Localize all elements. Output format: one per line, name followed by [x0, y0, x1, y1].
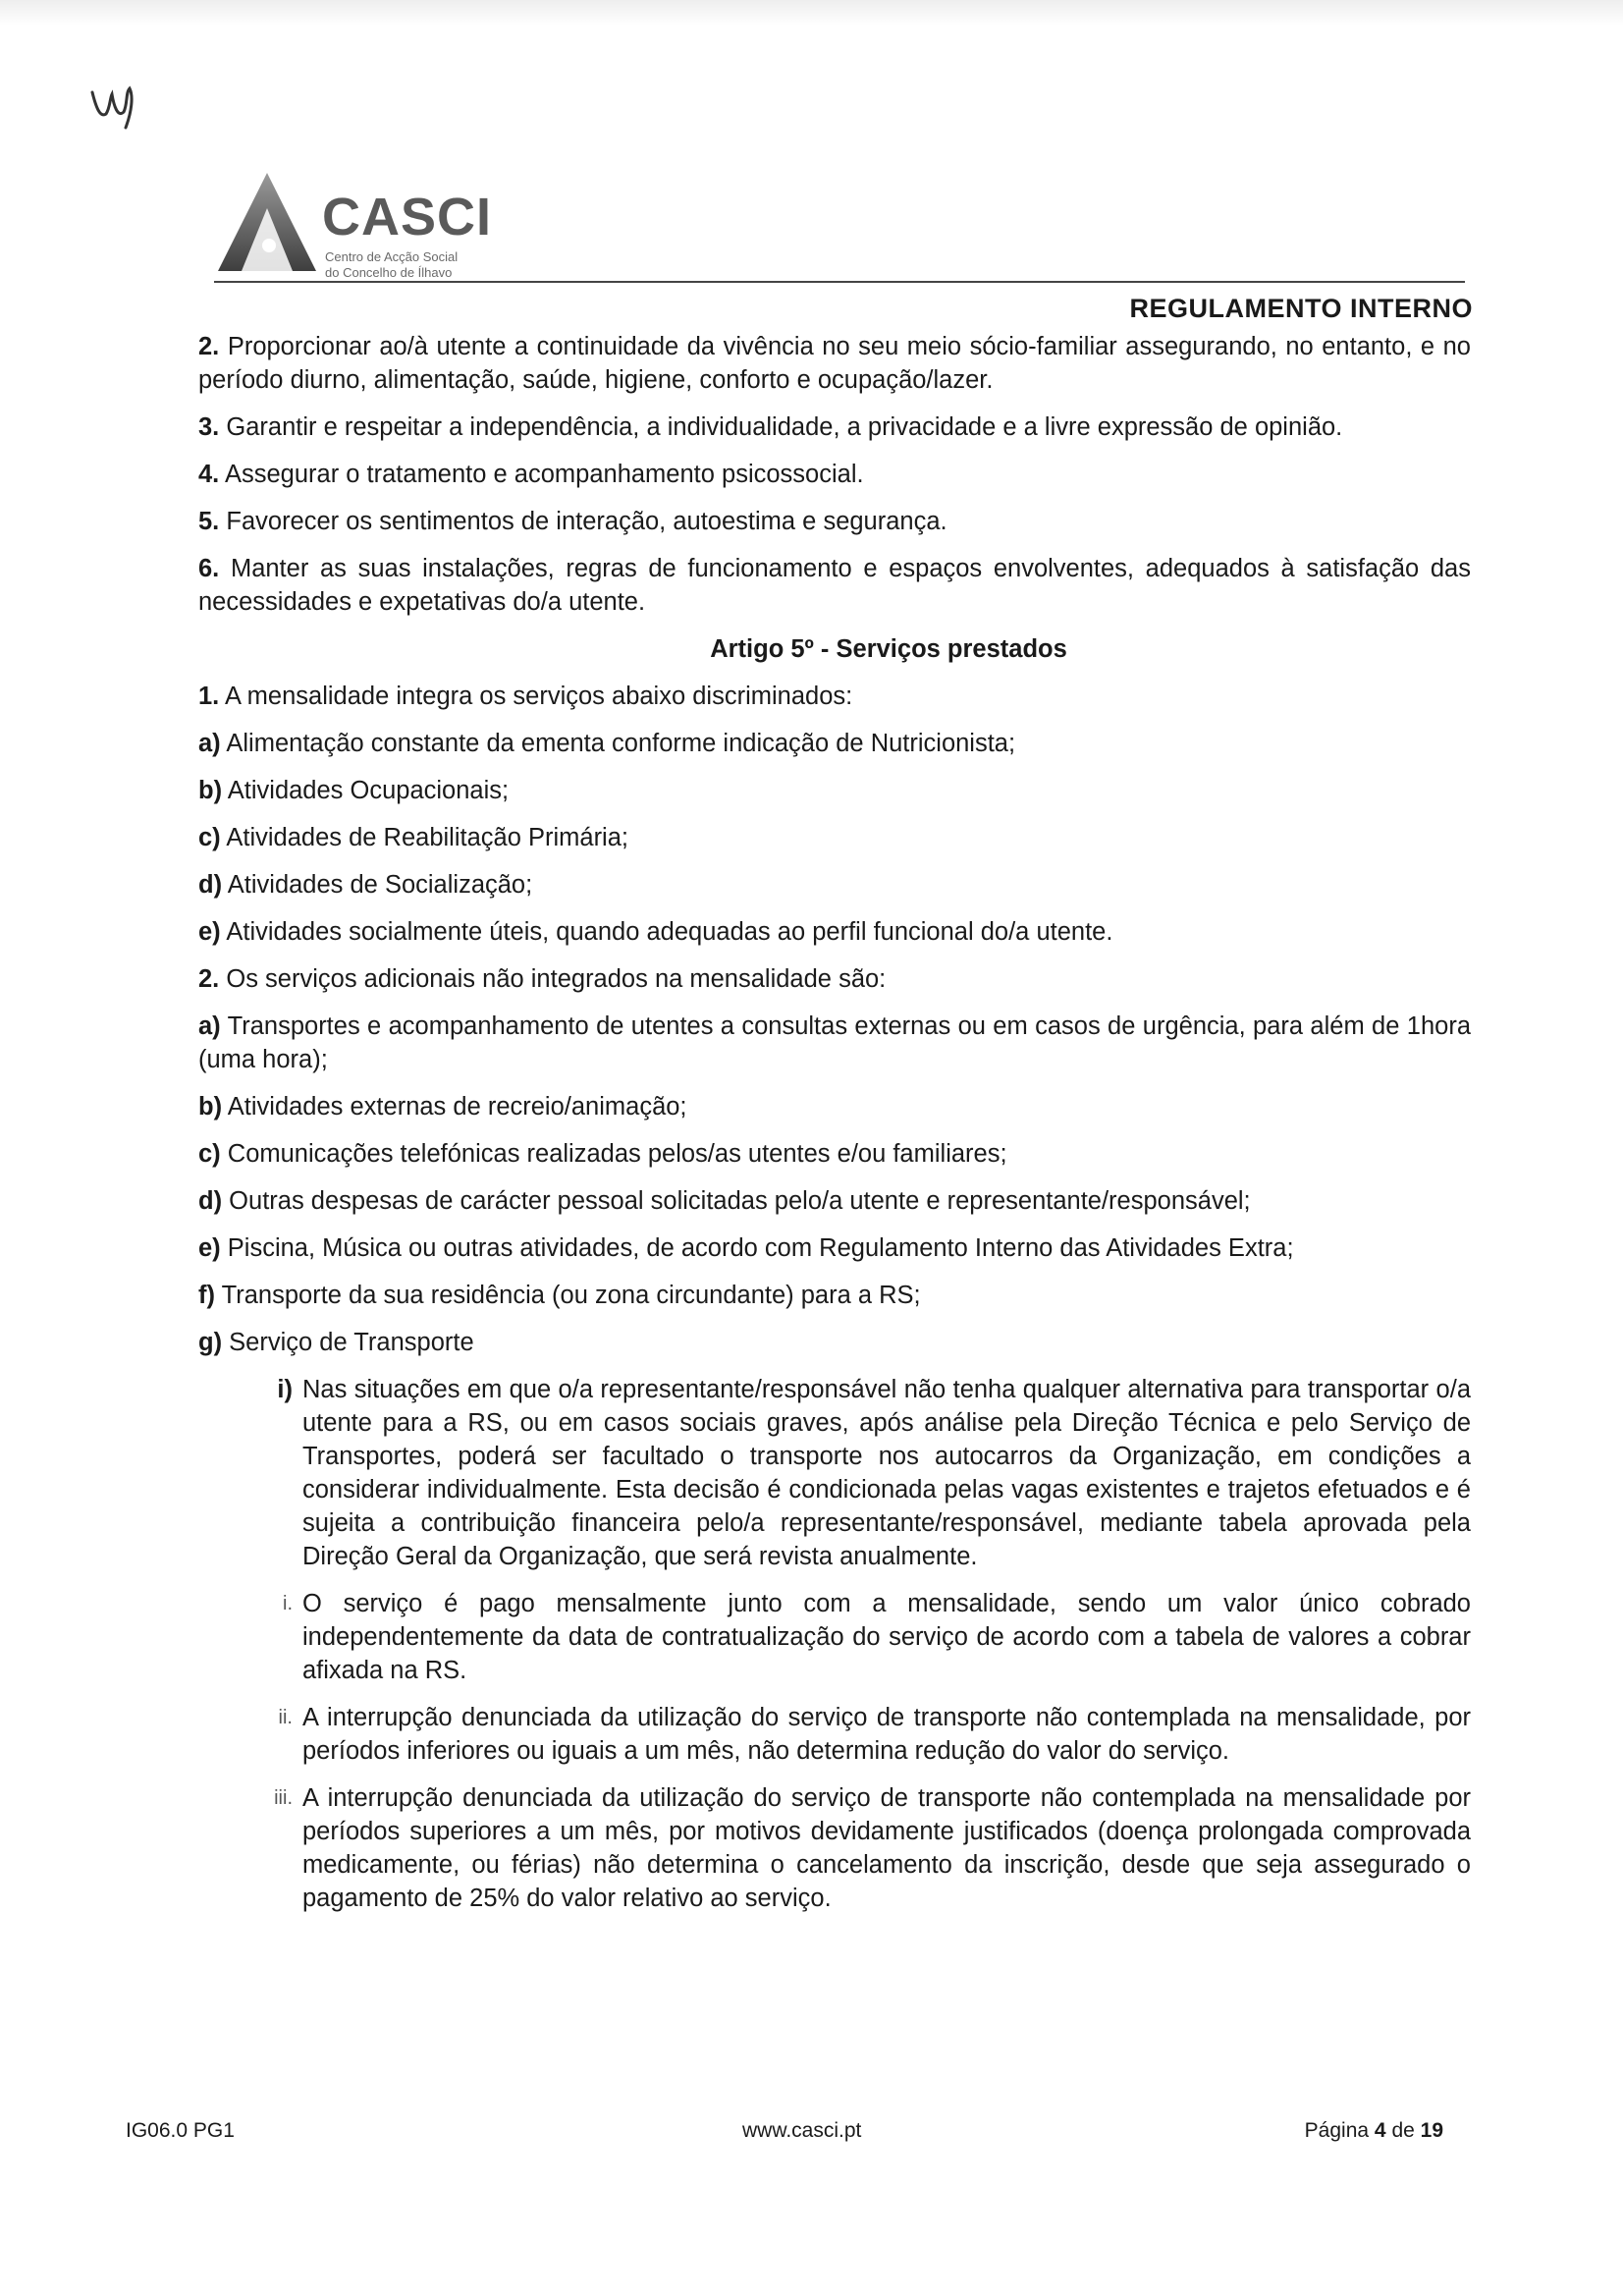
item-number: 5. [198, 508, 220, 535]
item-number: 3. [198, 413, 220, 441]
subitem-text: A interrupção denunciada da utilização do serviço de transporte não contemplada na mensalidade, por períodos inferiores ou iguais a um mês, não determina redução do valor do serviço. [302, 1704, 1471, 1765]
list-item [198, 1231, 1471, 1265]
item-text: Atividades Ocupacionais; [227, 777, 510, 804]
item-text: Atividades de Reabilitação Primária; [226, 824, 628, 851]
page-prefix: Página [1304, 2119, 1370, 2142]
item-text: Outras despesas de carácter pessoal solicitadas pelo/a utente e representante/responsável; [229, 1187, 1251, 1215]
item-text: Comunicações telefónicas realizadas pelos/as utentes e/ou familiares; [227, 1140, 1007, 1168]
services-additional-intro [198, 962, 1471, 996]
item-label: f) [198, 1282, 215, 1309]
item-text: Atividades de Socialização; [227, 871, 533, 899]
item-text: Proporcionar ao/à utente a continuidade da vivência no seu meio sócio-familiar assegurando, no entanto, e no período diurno, alimentação, saúde, higiene, conforto e ocupação/lazer. [198, 333, 1471, 394]
footer-website: www.casci.pt [742, 2119, 862, 2142]
subitem-label: i. [283, 1593, 293, 1614]
logo-name: CASCI [322, 188, 493, 246]
transport-subitem [198, 1587, 1471, 1687]
transport-subitem [198, 1781, 1471, 1915]
item-text: Transportes e acompanhamento de utentes a consultas externas ou em casos de urgência, para além de 1hora (uma hora); [198, 1012, 1471, 1073]
list-item [198, 821, 1471, 854]
objective-2 [198, 330, 1471, 397]
header-rule [214, 281, 1465, 283]
objective-4 [198, 458, 1471, 491]
page-total: 19 [1420, 2119, 1443, 2142]
item-text: Transporte da sua residência (ou zona circundante) para a RS; [221, 1282, 921, 1309]
document-title: REGULAMENTO INTERNO [1129, 294, 1473, 323]
item-label: e) [198, 918, 221, 946]
scan-edge [0, 0, 1623, 26]
list-item [198, 1184, 1471, 1218]
subitem-text: O serviço é pago mensalmente junto com a mensalidade, sendo um valor único cobrado independentemente da data de contratualização do serviço de acordo com a tabela de valores a cobrar afixada na RS. [302, 1590, 1471, 1684]
item-text: Piscina, Música ou outras atividades, de acordo com Regulamento Interno das Atividades Extra; [227, 1234, 1294, 1262]
subitem-label: iii. [274, 1787, 293, 1809]
transport-subitem [198, 1701, 1471, 1768]
objective-6 [198, 552, 1471, 619]
list-item [198, 1279, 1471, 1312]
casci-logo [214, 169, 493, 280]
item-label: g) [198, 1329, 223, 1356]
list-item [198, 1137, 1471, 1171]
item-text: Garantir e respeitar a independência, a individualidade, a privacidade e a livre expressão de opinião. [226, 413, 1343, 441]
item-label: b) [198, 1093, 223, 1121]
item-number: 6. [198, 555, 220, 582]
list-item [198, 1326, 1471, 1359]
footer-page-number [1305, 2119, 1443, 2143]
item-text: Atividades externas de recreio/animação; [227, 1093, 687, 1121]
item-text: Serviço de Transporte [229, 1329, 474, 1356]
item-label: b) [198, 777, 223, 804]
item-label: d) [198, 871, 223, 899]
item-text: Os serviços adicionais não integrados na mensalidade são: [226, 965, 887, 993]
list-item [198, 1090, 1471, 1123]
item-number: 4. [198, 461, 220, 488]
objective-5 [198, 505, 1471, 538]
list-item [198, 915, 1471, 949]
item-number: 2. [198, 965, 220, 993]
item-label: c) [198, 1140, 221, 1168]
subitem-label: ii. [278, 1707, 293, 1728]
article-heading: Artigo 5º - Serviços prestados [710, 635, 1067, 663]
subitem-label: i) [277, 1376, 293, 1403]
page-current: 4 [1374, 2119, 1386, 2142]
item-label: e) [198, 1234, 221, 1262]
logo-subtitle-2: do Concelho de Ílhavo [325, 265, 453, 280]
logo-triangle-icon [214, 169, 320, 275]
objective-3 [198, 410, 1471, 444]
transport-subitem [198, 1373, 1471, 1573]
item-text: Atividades socialmente úteis, quando adequadas ao perfil funcional do/a utente. [226, 918, 1113, 946]
item-text: Manter as suas instalações, regras de funcionamento e espaços envolventes, adequados à satisfação das necessidades e expetativas do/a utente. [198, 555, 1471, 616]
item-label: c) [198, 824, 221, 851]
item-number: 1. [198, 683, 220, 710]
item-label: a) [198, 1012, 221, 1040]
subitem-text: Nas situações em que o/a representante/responsável não tenha qualquer alternativa para transportar o/a utente para a RS, ou em casos sociais graves, após análise pela Direção Técnica e pelo Serviço de Transportes, poderá ser facultado o transporte nos autocarros da Organização, em condições a considerar individualmente. Esta decisão é condicionada pelas vagas existentes e trajetos efetuados e é sujeita a contribuição financeira pelo/a representante/responsável, mediante tabela aprovada pela Direção Geral da Organização, que será revista anualmente. [302, 1376, 1471, 1570]
item-label: a) [198, 730, 221, 757]
item-text: A mensalidade integra os serviços abaixo discriminados: [224, 683, 853, 710]
page-mid: de [1391, 2119, 1415, 2142]
list-item [198, 727, 1471, 760]
list-item [198, 1010, 1471, 1076]
item-text: Alimentação constante da ementa conforme indicação de Nutricionista; [226, 730, 1016, 757]
item-label: d) [198, 1187, 223, 1215]
list-item [198, 868, 1471, 902]
subitem-text: A interrupção denunciada da utilização do serviço de transporte não contemplada na mensalidade por períodos superiores a um mês, por motivos devidamente justificados (doença prolongada comprovada medicamente, ou férias) não determina o cancelamento da inscrição, desde que seja assegurado o pagamento de 25% do valor relativo ao serviço. [302, 1784, 1471, 1912]
logo-subtitle-1: Centro de Acção Social [325, 249, 459, 264]
item-number: 2. [198, 333, 220, 360]
document-body [198, 330, 1471, 1929]
footer-document-code: IG06.0 PG1 [126, 2119, 235, 2142]
services-included-intro [198, 680, 1471, 713]
handwritten-initials [86, 79, 145, 134]
item-text: Assegurar o tratamento e acompanhamento psicossocial. [224, 461, 864, 488]
item-text: Favorecer os sentimentos de interação, autoestima e segurança. [226, 508, 947, 535]
list-item [198, 774, 1471, 807]
